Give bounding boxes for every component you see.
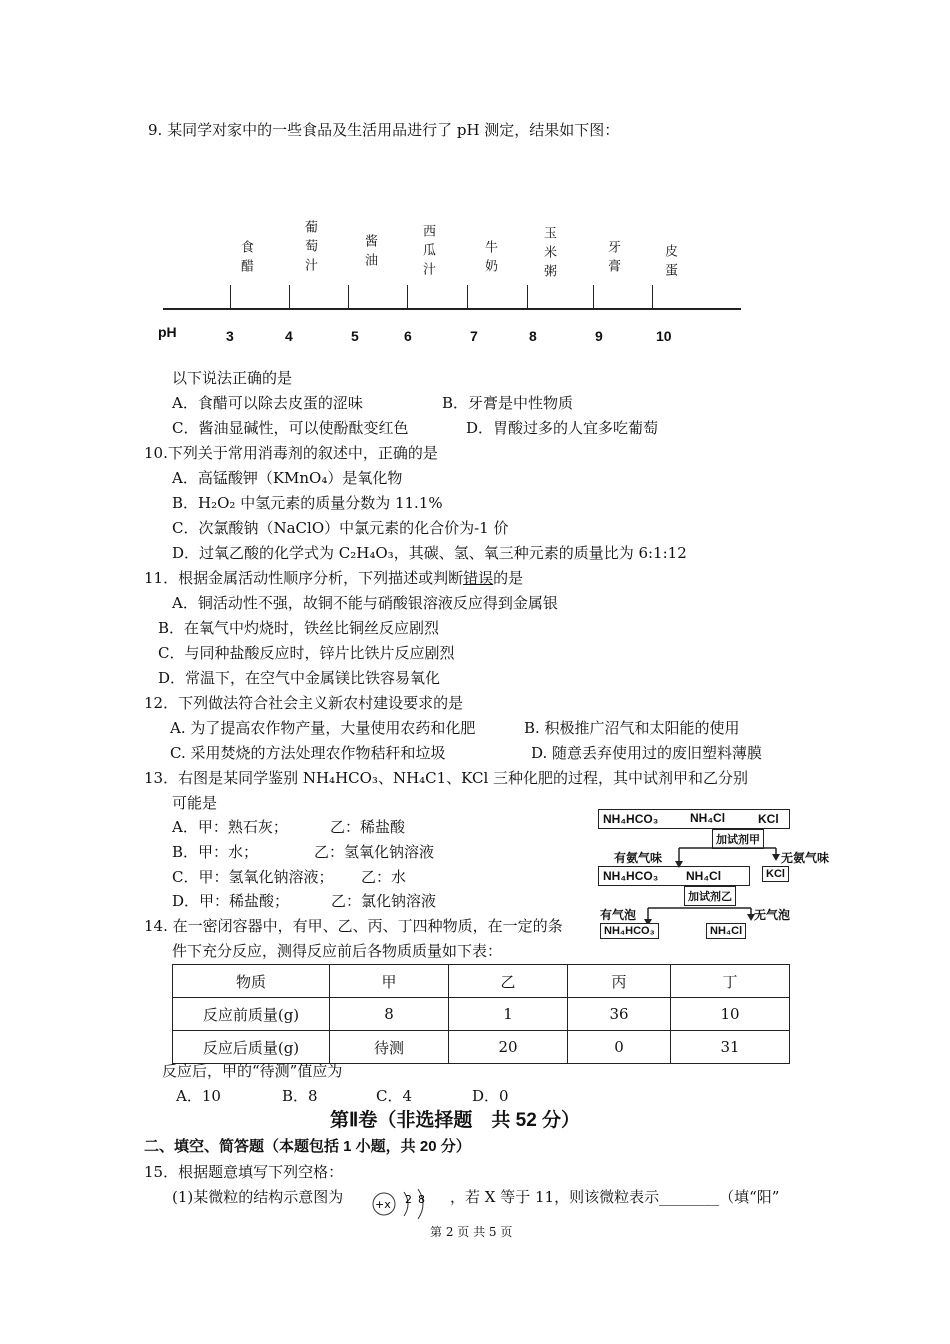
table-cell: 反应后质量(g) bbox=[173, 1031, 330, 1064]
mass-table bbox=[172, 964, 790, 1064]
flow-row2-item: NH₄HCO₃ bbox=[603, 869, 659, 883]
flow-yes2: 有气泡 bbox=[600, 908, 637, 922]
q11-stem-text: 11．根据金属活动性顺序分析，下列描述或判断 bbox=[144, 569, 464, 587]
q11-stem-end: 的是 bbox=[493, 569, 524, 587]
flow-row1-item: NH₄Cl bbox=[690, 811, 726, 825]
ph-item-label: 葡萄汁 bbox=[302, 220, 317, 277]
q9-option-d: D．胃酸过多的人宜多吃葡萄 bbox=[466, 419, 659, 437]
table-header-cell: 物质 bbox=[173, 965, 330, 998]
ph-tick bbox=[348, 285, 349, 309]
ph-value: 3 bbox=[226, 328, 234, 344]
table-cell: 0 bbox=[568, 1031, 671, 1064]
q13-option-d: D．甲：稀盐酸； bbox=[172, 892, 290, 910]
ph-label: pH bbox=[158, 324, 177, 340]
q15-stem: 15．根据题意填写下列空格： bbox=[144, 1163, 344, 1181]
q14-option-b: B．8 bbox=[282, 1087, 318, 1105]
table-cell: 待测 bbox=[330, 1031, 449, 1064]
table-cell: 10 bbox=[671, 998, 790, 1031]
q12-option-b: B. 积极推广沼气和太阳能的使用 bbox=[524, 719, 740, 737]
flow-row2-item: NH₄Cl bbox=[686, 869, 722, 883]
ph-value: 8 bbox=[529, 328, 537, 344]
q15-sub1-text: (1)某微粒的结构示意图为 bbox=[172, 1188, 344, 1206]
q11-option-d: D．常温下，在空气中金属镁比铁容易氧化 bbox=[158, 669, 441, 687]
atom-shell-label: 8 bbox=[418, 1193, 425, 1206]
q13-stem: 13．右图是某同学鉴别 NH₄HCO₃、NH₄C1、KCl 三种化肥的过程，其中试剂甲和乙分别 bbox=[144, 769, 749, 787]
flow-no1: 无氨气味 bbox=[781, 851, 830, 865]
table-row bbox=[173, 998, 790, 1031]
ph-tick bbox=[230, 285, 231, 309]
section-heading: 二、填空、简答题（本题包括 1 小题，共 20 分） bbox=[144, 1138, 471, 1155]
q13-option-c: C．甲：氢氧化钠溶液； bbox=[172, 868, 334, 886]
q11-option-a: A．铜活动性不强，故铜不能与硝酸银溶液反应得到金属银 bbox=[172, 594, 558, 612]
ph-value: 10 bbox=[656, 328, 672, 344]
q9-stem: 9. 某同学对家中的一些食品及生活用品进行了 pH 测定，结果如下图： bbox=[148, 121, 620, 139]
page-footer: 第 2 页 共 5 页 bbox=[430, 1225, 513, 1239]
ph-value: 4 bbox=[285, 328, 293, 344]
ph-tick bbox=[467, 285, 468, 309]
table-header-cell: 丁 bbox=[671, 965, 790, 998]
atom-structure-diagram bbox=[370, 1184, 446, 1220]
ph-item-label: 食醋 bbox=[238, 240, 253, 278]
ph-item-label: 西瓜汁 bbox=[420, 224, 435, 281]
ph-item-label: 酱油 bbox=[362, 234, 377, 272]
q14-stem: 14. 在一密闭容器中，有甲、乙、丙、丁四种物质，在一定的条 bbox=[144, 917, 563, 935]
ph-value: 5 bbox=[351, 328, 359, 344]
q11-stem-emphasis: 错误 bbox=[463, 569, 494, 587]
ph-item-label: 皮蛋 bbox=[662, 244, 677, 282]
q14-prompt: 反应后，甲的“待测”值应为 bbox=[162, 1062, 343, 1080]
q12-option-d: D. 随意丢弃使用过的废旧塑料薄膜 bbox=[531, 744, 763, 762]
q12-option-a: A. 为了提高农作物产量，大量使用农药和化肥 bbox=[170, 719, 476, 737]
q13-option-a: A．甲：熟石灰； bbox=[172, 818, 288, 836]
flow-reagent1: 加试剂甲 bbox=[712, 829, 764, 849]
q9-option-c: C．酱油显碱性，可以使酚酞变红色 bbox=[172, 419, 409, 437]
q11-option-c: C．与同种盐酸反应时，锌片比铁片反应剧烈 bbox=[158, 644, 455, 662]
q14-stem-cont: 件下充分反应，测得反应前后各物质质量如下表： bbox=[172, 942, 503, 960]
table-header-cell: 丙 bbox=[568, 965, 671, 998]
q9-option-b: B．牙膏是中性物质 bbox=[442, 394, 574, 412]
table-cell: 31 bbox=[671, 1031, 790, 1064]
ph-item-label: 玉米粥 bbox=[541, 226, 556, 283]
ph-item-label: 牙膏 bbox=[605, 240, 620, 278]
flow-no2: 无气泡 bbox=[754, 908, 791, 922]
q9-option-a: A．食醋可以除去皮蛋的涩味 bbox=[172, 394, 363, 412]
q10-option-b: B．H₂O₂ 中氢元素的质量分数为 11.1% bbox=[172, 494, 443, 512]
atom-nucleus-label: +x bbox=[375, 1198, 391, 1211]
q14-option-c: C．4 bbox=[376, 1087, 413, 1105]
q12-option-c: C. 采用焚烧的方法处理农作物秸秆和垃圾 bbox=[170, 744, 446, 762]
table-cell: 36 bbox=[568, 998, 671, 1031]
ph-tick bbox=[527, 285, 528, 309]
flow-out1: NH₄HCO₃ bbox=[600, 923, 659, 939]
table-cell: 8 bbox=[330, 998, 449, 1031]
q13-stem-cont: 可能是 bbox=[172, 794, 218, 812]
ph-tick bbox=[289, 285, 290, 309]
ph-value: 6 bbox=[404, 328, 412, 344]
part2-title: 第Ⅱ卷（非选择题 共 52 分） bbox=[330, 1110, 581, 1131]
q10-option-d: D．过氧乙酸的化学式为 C₂H₄O₃，其碳、氢、氧三种元素的质量比为 6:1:12 bbox=[172, 544, 687, 562]
q10-option-c: C．次氯酸钠（NaClO）中氯元素的化合价为-1 价 bbox=[172, 519, 509, 537]
q10-option-a: A．高锰酸钾（KMnO₄）是氧化物 bbox=[172, 469, 403, 487]
q11-stem bbox=[144, 568, 523, 588]
atom-shell-label: 2 bbox=[405, 1193, 412, 1206]
table-cell: 20 bbox=[449, 1031, 568, 1064]
q15-sub1-cont: ，若 X 等于 11，则该微粒表示________（填“阳” bbox=[450, 1188, 780, 1206]
table-cell: 1 bbox=[449, 998, 568, 1031]
ph-item-label: 牛奶 bbox=[482, 240, 497, 278]
table-header-row bbox=[173, 965, 790, 998]
table-row bbox=[173, 1031, 790, 1064]
flow-row1-item: KCl bbox=[758, 812, 779, 826]
q13-option-c2: 乙：水 bbox=[361, 868, 407, 886]
q14-option-a: A．10 bbox=[176, 1087, 221, 1105]
table-header-cell: 乙 bbox=[449, 965, 568, 998]
q12-stem: 12．下列做法符合社会主义新农村建设要求的是 bbox=[144, 694, 464, 712]
flow-reagent2: 加试剂乙 bbox=[684, 886, 736, 906]
flow-row1-item: NH₄HCO₃ bbox=[603, 812, 659, 826]
ph-tick bbox=[593, 285, 594, 309]
ph-value: 9 bbox=[595, 328, 603, 344]
q13-option-d2: 乙：氯化钠溶液 bbox=[331, 892, 437, 910]
q13-option-b: B．甲：水； bbox=[172, 843, 259, 861]
table-cell: 反应前质量(g) bbox=[173, 998, 330, 1031]
q9-prompt: 以下说法正确的是 bbox=[172, 369, 293, 387]
q13-option-a2: 乙：稀盐酸 bbox=[330, 818, 406, 836]
q11-option-b: B．在氧气中灼烧时，铁丝比铜丝反应剧烈 bbox=[158, 619, 440, 637]
ph-tick bbox=[652, 285, 653, 309]
flow-yes1: 有氨气味 bbox=[614, 851, 663, 865]
table-header-cell: 甲 bbox=[330, 965, 449, 998]
ph-tick bbox=[407, 285, 408, 309]
ph-value: 7 bbox=[470, 328, 478, 344]
flow-kcl: KCl bbox=[762, 866, 789, 882]
flow-out2: NH₄Cl bbox=[706, 923, 746, 939]
ph-axis-line bbox=[163, 308, 741, 310]
q10-stem: 10.下列关于常用消毒剂的叙述中，正确的是 bbox=[144, 444, 438, 462]
q14-option-d: D．0 bbox=[472, 1087, 509, 1105]
q13-option-b2: 乙：氢氧化钠溶液 bbox=[314, 843, 435, 861]
